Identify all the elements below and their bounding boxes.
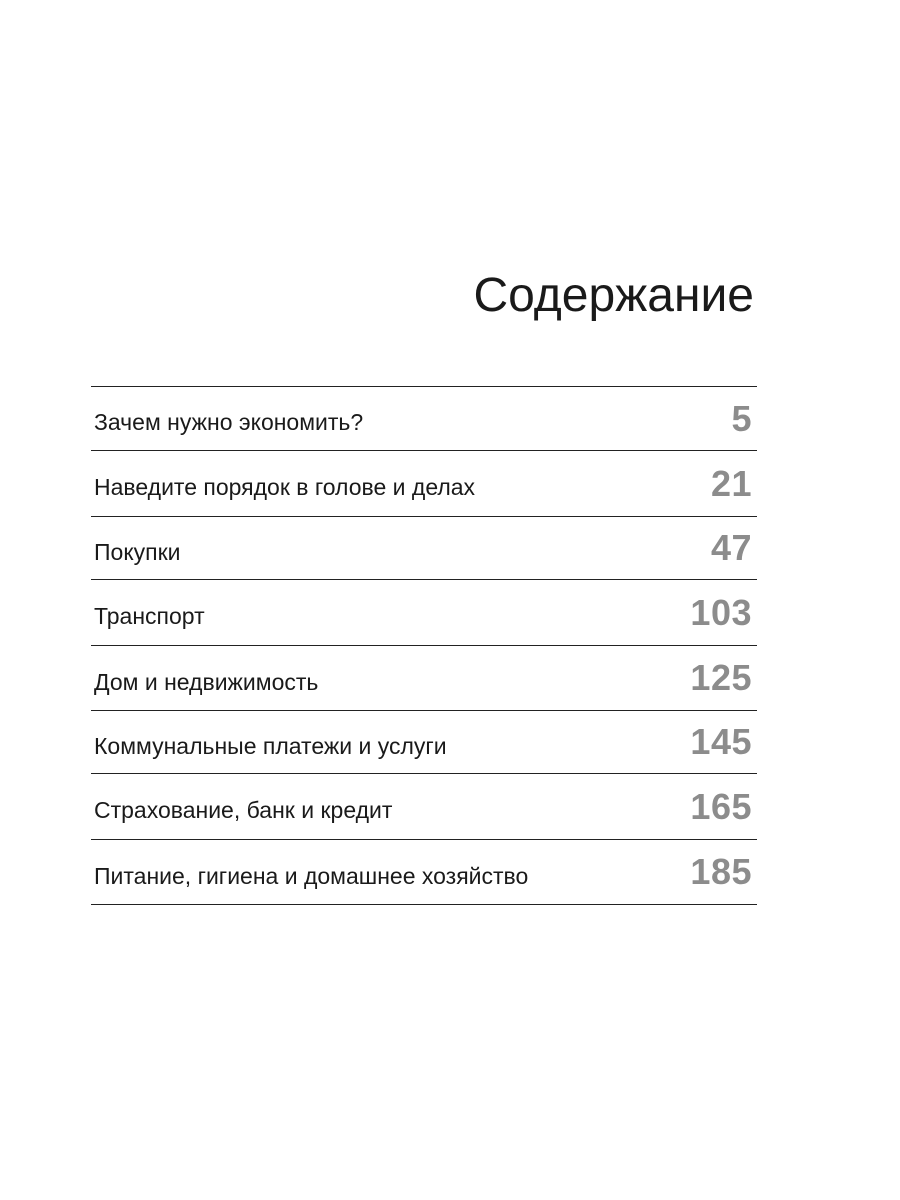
page-number: 47	[710, 527, 752, 568]
chapter-title: Зачем нужно экономить?	[94, 409, 364, 435]
chapter-title: Коммунальные платежи и услуги	[94, 732, 447, 759]
toc-entry[interactable]	[91, 711, 757, 774]
page-number: 103	[690, 591, 752, 633]
chapter-title: Покупки	[94, 538, 181, 565]
toc-entry[interactable]	[91, 774, 757, 840]
chapter-title: Питание, гигиена и домашнее хозяйство	[94, 862, 529, 889]
chapter-title: Дом и недвижимость	[94, 668, 319, 695]
toc-entry[interactable]	[91, 517, 757, 580]
toc-entry[interactable]	[91, 451, 757, 517]
chapter-title: Страхование, банк и кредит	[94, 797, 393, 823]
table-of-contents	[91, 386, 757, 905]
toc-entry[interactable]	[91, 580, 757, 646]
toc-entry[interactable]	[91, 840, 757, 905]
toc-entry[interactable]	[91, 387, 757, 451]
page-number: 21	[710, 462, 752, 504]
page-number: 185	[690, 851, 752, 892]
page-number: 5	[731, 397, 752, 439]
page-title: Содержание	[473, 269, 754, 322]
toc-entry[interactable]	[91, 646, 757, 711]
page-number: 125	[690, 657, 752, 698]
page-number: 165	[690, 785, 752, 827]
chapter-title: Транспорт	[94, 603, 205, 629]
chapter-title: Наведите порядок в голове и делах	[94, 474, 476, 500]
page-number: 145	[690, 721, 752, 762]
